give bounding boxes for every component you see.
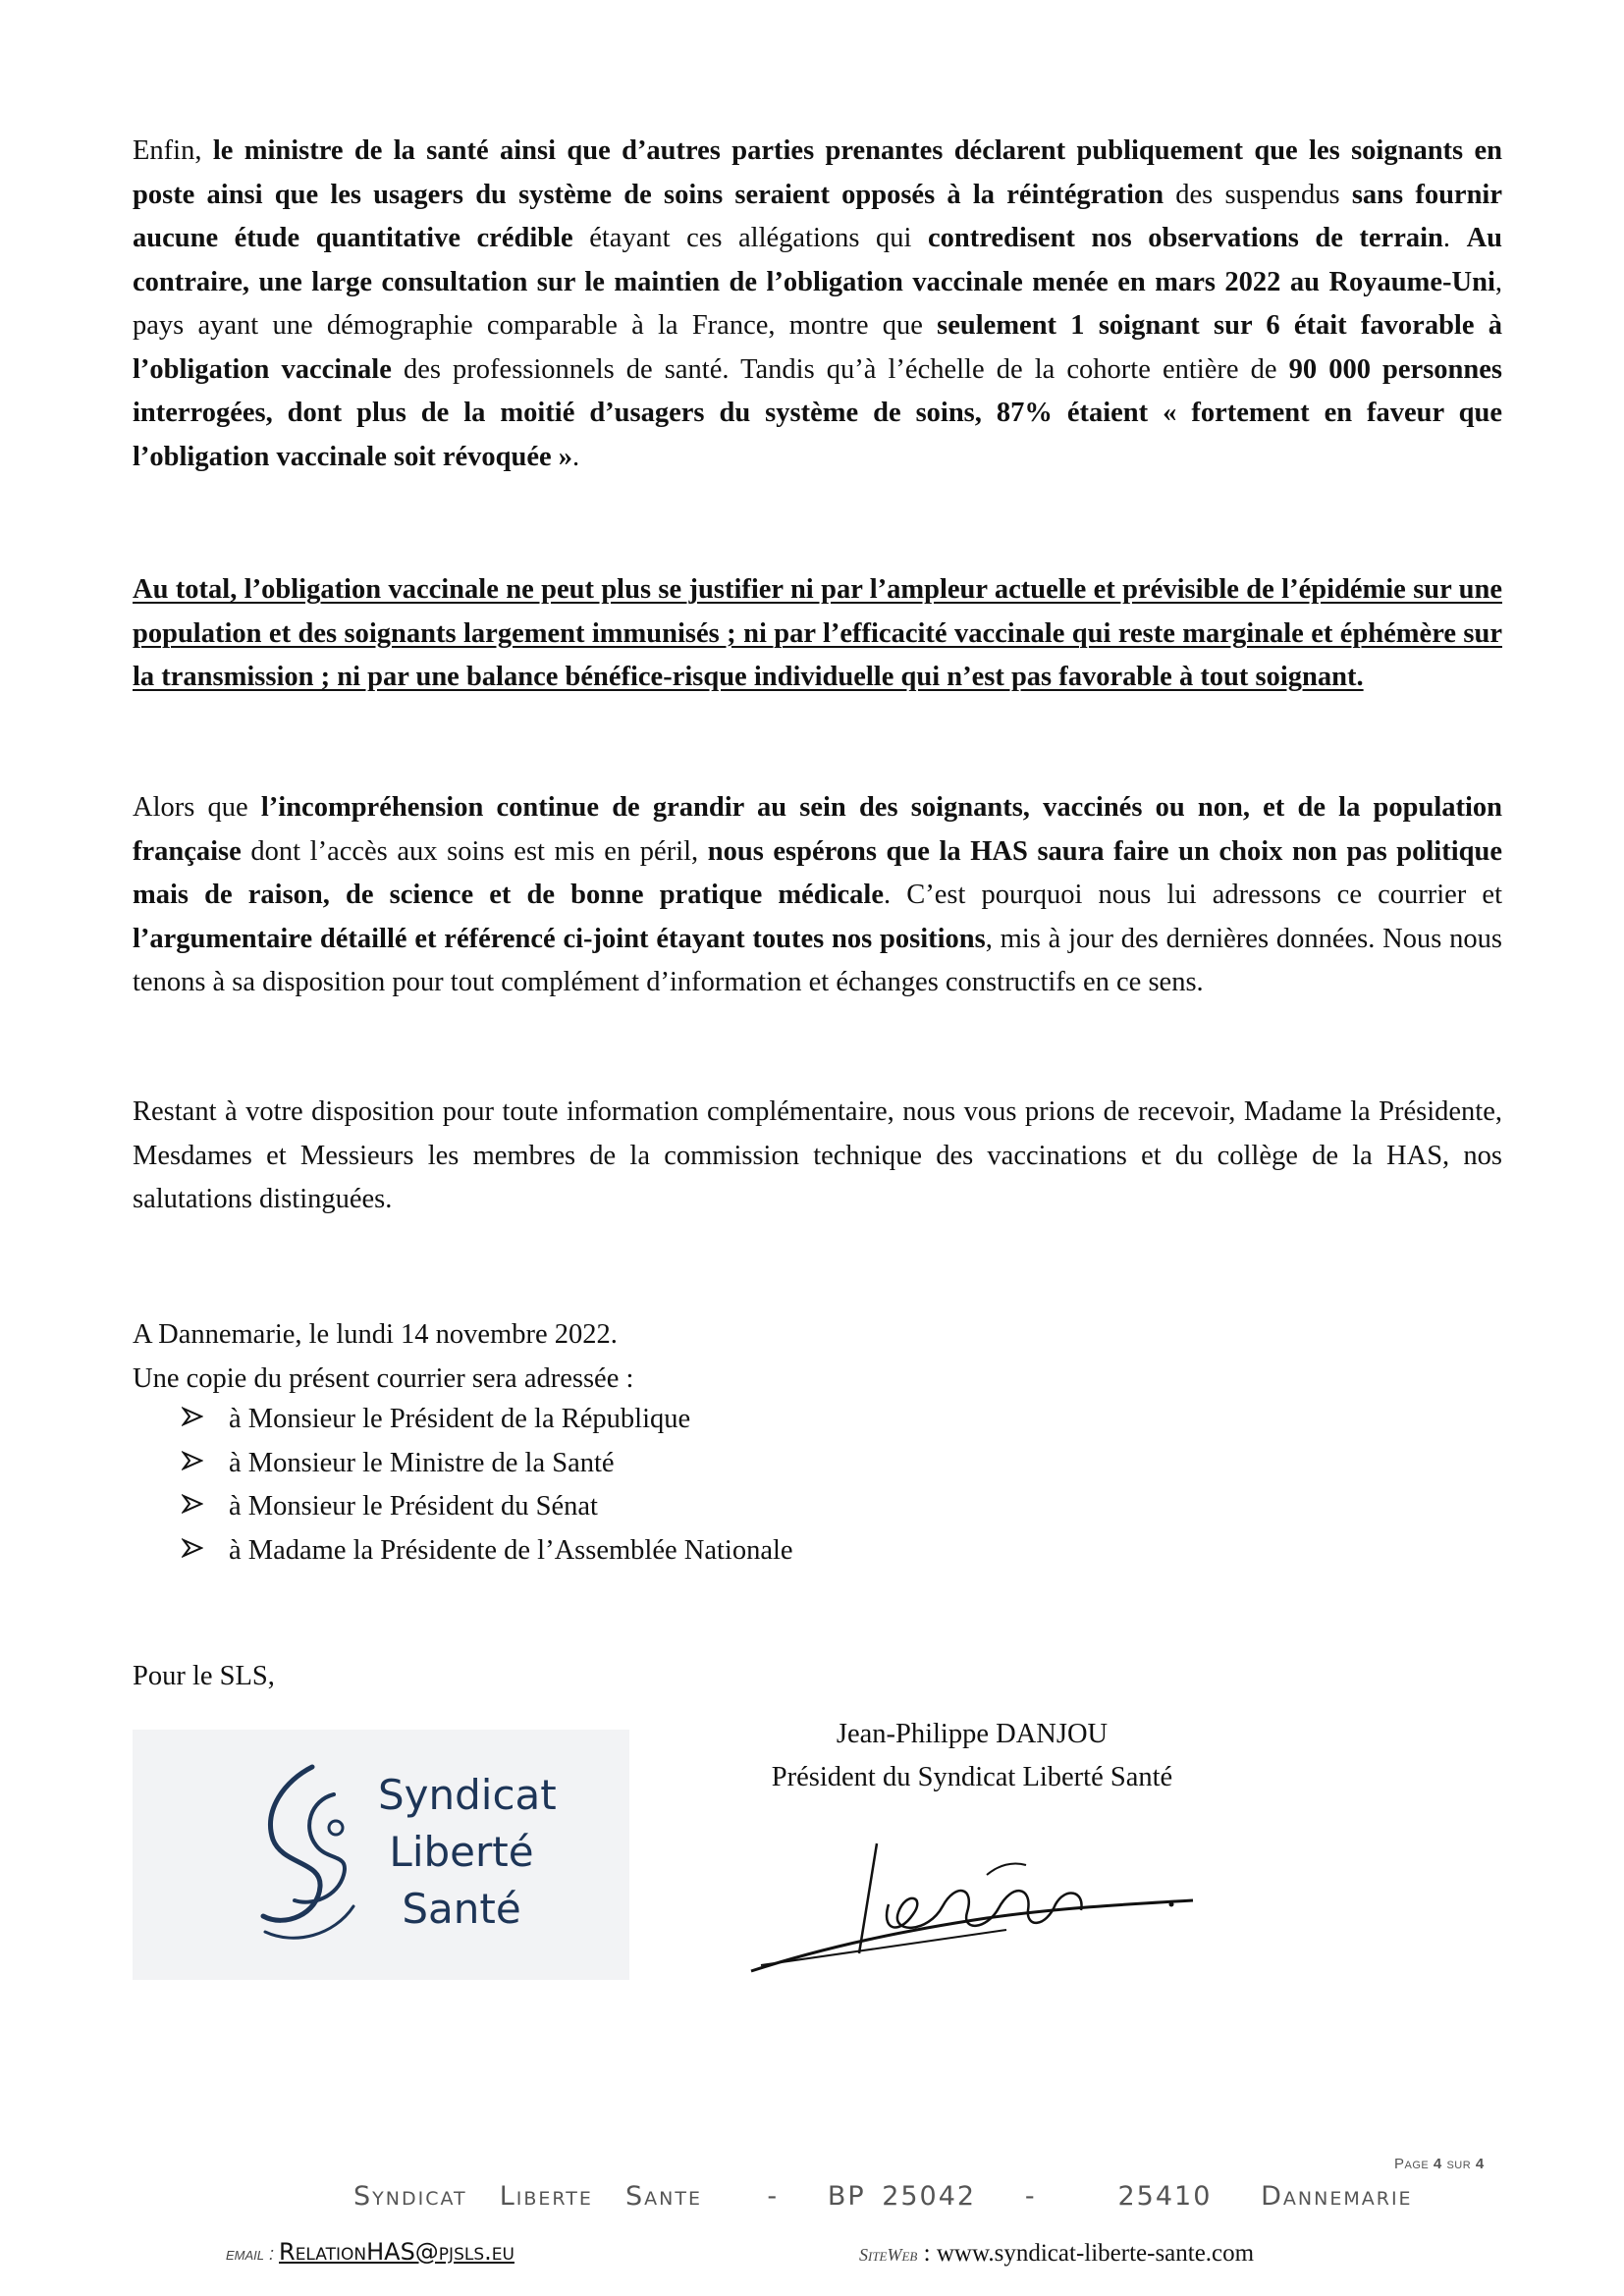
logo-line: Liberté: [389, 1828, 534, 1876]
list-item: [182, 1398, 793, 1442]
paragraph-conclusion: [133, 568, 1502, 700]
text-run: .: [1442, 223, 1467, 253]
bold-text-run: Au contraire, une large consultation sur le maintien de l’obligation vaccinale menée en mars 2022 au Royaume-Uni: [133, 223, 1503, 297]
site-label: SiteWeb: [859, 2245, 918, 2265]
arrow-bullet-icon: [182, 1529, 211, 1574]
paragraph-has-request: [133, 786, 1502, 1005]
signer-block: [727, 1713, 1218, 1799]
paragraph-closing: Restant à votre disposition pour toute information complémentaire, nous vous prions de recevoir, Madame la Présidente, Mesdames et Messieurs les membres de la commission technique des vaccinations et du collège de la HAS, nos salutations distinguées.: [133, 1096, 1502, 1214]
recipient-text: à Monsieur le Président du Sénat: [229, 1491, 598, 1522]
list-item: [182, 1485, 793, 1529]
sls-logo: [133, 1730, 629, 1980]
bold-text-run: nous espérons que la HAS saura faire un choix non pas politique mais de raison, de science et de bonne pratique médicale: [133, 835, 1502, 910]
arrow-bullet-icon: [182, 1398, 211, 1442]
text-run: .: [572, 441, 580, 472]
list-item: [182, 1442, 793, 1486]
page-number: [1394, 2156, 1485, 2172]
date-line: A Dannemarie, le lundi 14 novembre 2022.: [133, 1319, 618, 1350]
bold-text-run: sans fournir aucune étude quantitative crédible: [133, 179, 1502, 253]
page-current: 4: [1433, 2156, 1442, 2172]
text-run: des suspendus: [1164, 179, 1352, 210]
recipient-text: à Monsieur le Président de la République: [229, 1404, 691, 1434]
paragraph-uk-consultation: [133, 130, 1502, 479]
text-run: , pays ayant une démographie comparable à la France, montre que: [133, 266, 1502, 341]
for-sls-label: Pour le SLS,: [133, 1661, 275, 1691]
bold-text-run: l’argumentaire détaillé et référencé ci-joint étayant toutes nos positions: [133, 923, 986, 954]
signer-title: Président du Syndicat Liberté Santé: [771, 1762, 1173, 1792]
date-block: [133, 1313, 633, 1401]
text-run: . C’est pourquoi nous lui adressons ce courrier et: [883, 880, 1502, 910]
logo-line: Syndicat: [378, 1771, 557, 1819]
bold-text-run: l’incompréhension continue de grandir au sein des soignants, vaccinés ou non, et de la population française: [133, 792, 1503, 867]
text-run: dont l’accès aux soins est mis en péril,: [241, 835, 708, 867]
copy-line: Une copie du présent courrier sera adressée :: [133, 1362, 634, 1394]
page-total: 4: [1475, 2156, 1485, 2172]
signer-name: Jean-Philippe DANJOU: [836, 1719, 1109, 1749]
text-run: Alors que: [133, 792, 261, 823]
recipient-text: à Monsieur le Ministre de la Santé: [229, 1447, 615, 1478]
text-run: des professionnels de santé. Tandis qu’à l’échelle de la cohorte entière de: [391, 353, 1289, 385]
text-run: , mis à jour des dernières données. Nous nous tenons à sa disposition pour tout complément d’information et échanges constructifs en ce sens.: [133, 923, 1502, 997]
email-link[interactable]: RelationHAS@pjsls.eu: [279, 2238, 514, 2266]
footer-address: [353, 2181, 1413, 2212]
site-block: [859, 2240, 1254, 2268]
page-prefix: Page: [1394, 2156, 1430, 2172]
handwritten-signature: [741, 1836, 1203, 1983]
footer-contact: [226, 2238, 1335, 2267]
page-separator: sur: [1446, 2156, 1472, 2172]
arrow-bullet-icon: [182, 1485, 211, 1529]
email-label: email :: [226, 2244, 280, 2264]
text-run: Enfin,: [133, 135, 213, 166]
bold-text-run: le ministre de la santé ainsi que d’autres parties prenantes déclarent publiquement que les soignants en poste ainsi que les usagers du système de soins seraient opposés à la réintégration: [133, 135, 1502, 210]
recipient-list: [182, 1398, 793, 1573]
bold-text-run: contredisent nos observations de terrain: [928, 223, 1443, 253]
arrow-bullet-icon: [182, 1442, 211, 1486]
list-item: [182, 1529, 793, 1574]
conclusion-text: Au total, l’obligation vaccinale ne peut plus se justifier ni par l’ampleur actuelle et prévisible de l’épidémie sur une population et des soignants largement immunisés ; ni par l’efficacité vaccinale qui reste marginale et éphémère sur la transmission ; ni par une balance bénéfice-risque individuelle qui n’est pas favorable à tout soignant.: [133, 574, 1502, 692]
site-link[interactable]: : www.syndicat-liberte-sante.com: [917, 2240, 1255, 2267]
bold-text-run: seulement 1 soignant sur 6 était favorable à l’obligation vaccinale: [133, 310, 1502, 385]
footer-address-text: Syndicat Liberte Sante - BP 25042 - 25410 Dannemarie: [353, 2181, 1413, 2212]
text-run: étayant ces allégations qui: [572, 223, 929, 253]
sls-logo-mark-icon: [226, 1759, 373, 1950]
recipient-text: à Madame la Présidente de l’Assemblée Nationale: [229, 1534, 793, 1566]
logo-line: Santé: [402, 1885, 521, 1933]
bold-text-run: 90 000 personnes interrogées, dont plus de la moitié d’usagers du système de soins, 87% étaient « fortement en faveur que l’obligation vaccinale soit révoquée »: [133, 353, 1502, 472]
sls-logo-text: [378, 1767, 557, 1938]
